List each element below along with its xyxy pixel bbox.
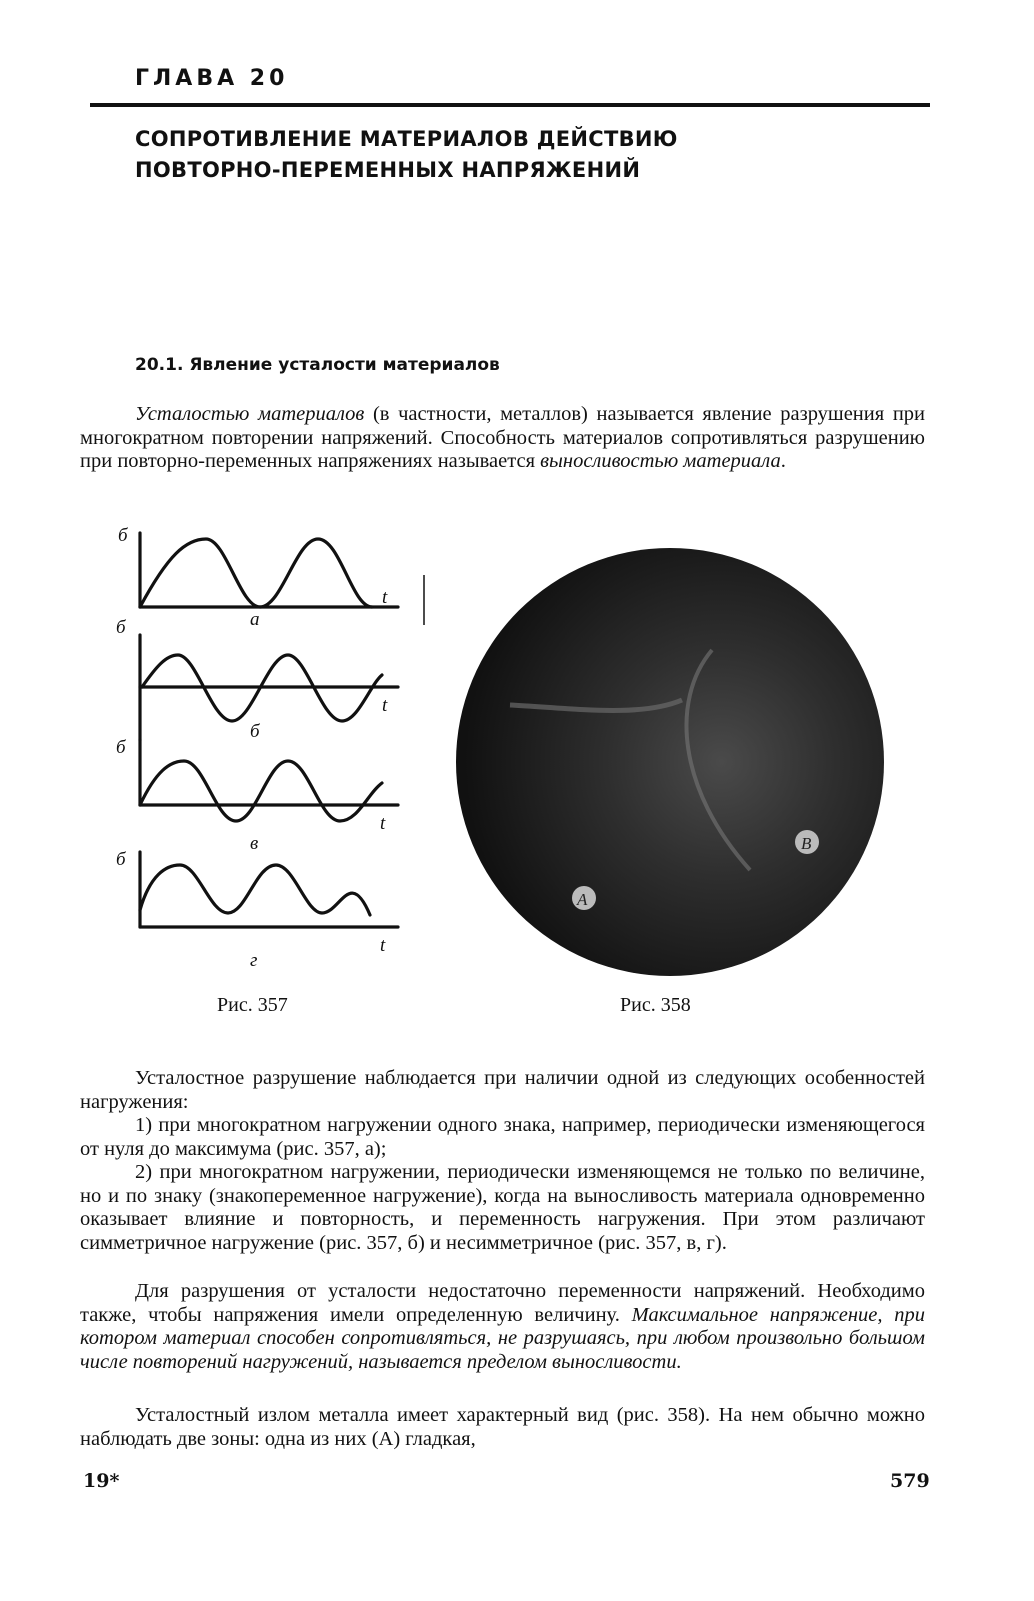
signature-mark: 19*	[83, 1470, 120, 1492]
intro-text-2: .	[780, 450, 786, 472]
section-title: 20.1. Явление усталости материалов	[135, 355, 500, 375]
panel-b-y-label: б	[116, 617, 126, 638]
endurance-limit-definition: Максимальное напряжение, при котором материал способен сопротивляться, не разрушаясь, при любом произвольно большом числе повторений нагружений, называется пределом выносливости.	[80, 1303, 925, 1373]
paragraph-4	[80, 1280, 925, 1374]
paragraph-3: 2) при многократном нагружении, периодически изменяющемся не только по величине, но и по знаку (знакопеременное нагружение), когда на выносливость материала одновременно оказывает влияние и повторность, и переменность нагружения. При этом различают симметричное нагружение (рис. 357, б) и несимметричное (рис. 357, в, г).	[80, 1161, 925, 1254]
panel-d-curve	[140, 865, 370, 915]
panel-c-letter: в	[250, 833, 259, 854]
fracture-surface	[456, 548, 884, 976]
panel-d-y-label: б	[116, 849, 126, 870]
paragraph-2: 1) при многократном нагружении одного знака, например, периодически изменяющегося от нуля до максимума (рис. 357, а);	[80, 1114, 925, 1160]
chapter-title-line-2: ПОВТОРНО-ПЕРЕМЕННЫХ НАПРЯЖЕНИЙ	[135, 158, 641, 182]
panel-a-x-label: t	[382, 587, 388, 608]
panel-b-letter: б	[250, 721, 260, 742]
zone-a-label: A	[577, 890, 588, 909]
figure-357	[100, 515, 430, 980]
panel-a-curve	[140, 539, 372, 607]
zone-b-label: B	[801, 834, 812, 853]
panel-b-x-label: t	[382, 695, 388, 716]
figure-358	[450, 540, 890, 980]
panel-d-x-label: t	[380, 935, 386, 956]
paragraph-5: Усталостный излом металла имеет характерный вид (рис. 358). На нем обычно можно наблюдать две зоны: одна из них (А) гладкая,	[80, 1404, 925, 1450]
chapter-heading: ГЛАВА 20	[135, 66, 289, 91]
term-endurance: выносливостью материала	[540, 450, 781, 472]
term-fatigue: Усталостью материалов	[135, 403, 365, 425]
chapter-title-line-1: СОПРОТИВЛЕНИЕ МАТЕРИАЛОВ ДЕЙСТВИЮ	[135, 127, 678, 151]
panel-c-x-label: t	[380, 813, 386, 834]
paragraph-4-text: Для разрушения от усталости недостаточно переменности напряжений. Необходимо также, чтобы напряжения имели определенную величину.	[80, 1280, 925, 1326]
panel-a-y-label: б	[118, 525, 128, 546]
page-number: 579	[890, 1470, 930, 1492]
header-rule	[90, 103, 930, 107]
intro-paragraph	[80, 403, 925, 474]
panel-c-curve	[140, 761, 382, 821]
chapter-title	[135, 124, 678, 186]
panel-a-letter: а	[250, 609, 260, 630]
panel-d-letter: г	[250, 950, 258, 971]
figure-358-caption: Рис. 358	[620, 994, 691, 1016]
figure-357-caption: Рис. 357	[217, 994, 288, 1016]
intro-text-1: (в частности, металлов) называется явление разрушения при многократном повторении напряжений. Способность материалов сопротивляться разрушению при повторно-переменных напряжениях называется	[80, 403, 926, 472]
paragraph-1: Усталостное разрушение наблюдается при наличии одной из следующих особенностей нагружения:	[80, 1067, 925, 1113]
panel-c-y-label: б	[116, 737, 126, 758]
